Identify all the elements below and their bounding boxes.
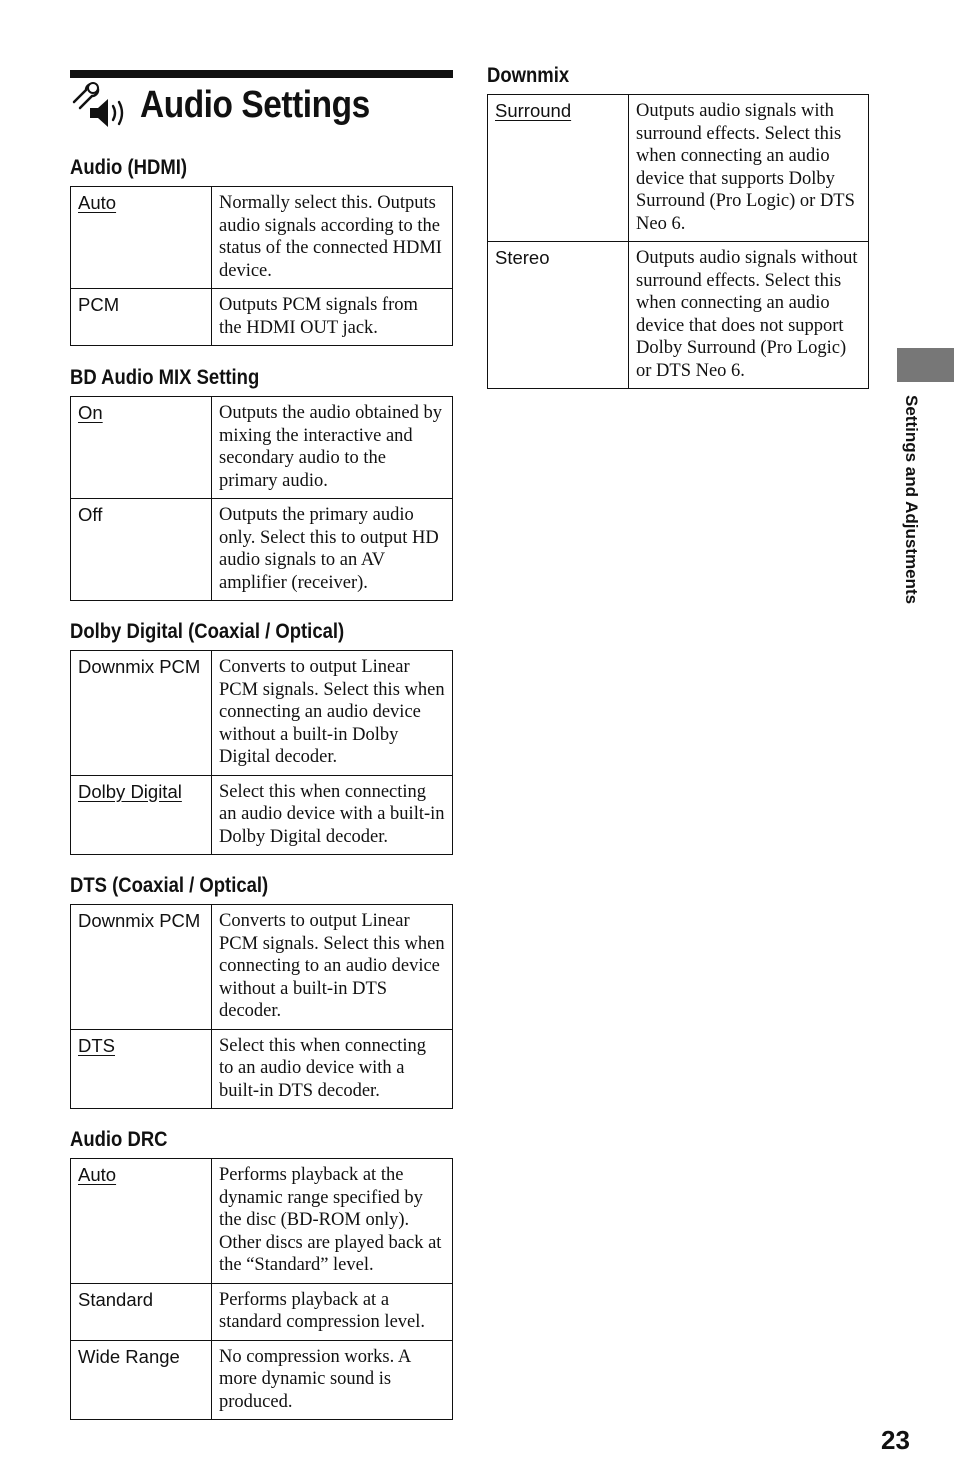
table-row bbox=[71, 1340, 453, 1420]
options-table bbox=[487, 94, 869, 389]
default-option-label: Dolby Digital bbox=[78, 780, 182, 802]
table-row bbox=[71, 1159, 453, 1284]
table-row bbox=[71, 397, 453, 499]
table-row bbox=[71, 187, 453, 289]
section-bd-audio-mix bbox=[70, 365, 453, 601]
option-name-cell bbox=[71, 187, 212, 289]
option-name-cell bbox=[71, 905, 212, 1030]
options-table bbox=[70, 1158, 453, 1420]
option-description: Outputs audio signals with surround effects. Select this when connecting an audio device that supports Dolby Surround (Pro Logic) or DTS Neo 6. bbox=[629, 95, 869, 242]
option-description: Converts to output Linear PCM signals. Select this when connecting an audio device without a built-in Dolby Digital decoder. bbox=[212, 651, 453, 776]
section-heading: Downmix bbox=[487, 64, 570, 87]
table-row bbox=[71, 499, 453, 601]
default-option-label: DTS bbox=[78, 1034, 115, 1056]
option-name-cell bbox=[71, 1029, 212, 1109]
option-label: Off bbox=[78, 504, 103, 525]
option-label: Downmix PCM bbox=[78, 910, 201, 931]
options-table bbox=[70, 396, 453, 601]
option-description: Outputs the primary audio only. Select this to output HD audio signals to an AV amplifier (receiver). bbox=[212, 499, 453, 601]
default-option-label: Auto bbox=[78, 192, 117, 213]
options-table bbox=[70, 650, 453, 855]
option-description: Outputs the audio obtained by mixing the interactive and secondary audio to the primary audio. bbox=[212, 397, 453, 499]
option-description: Select this when connecting to an audio device with a built-in DTS decoder. bbox=[212, 1029, 453, 1109]
table-row bbox=[71, 651, 453, 776]
option-description: Normally select this. Outputs audio signals according to the status of the connected HDMI device. bbox=[212, 187, 453, 289]
section-heading: DTS (Coaxial / Optical) bbox=[70, 874, 269, 897]
options-table bbox=[70, 186, 453, 346]
option-description: No compression works. A more dynamic sound is produced. bbox=[212, 1340, 453, 1420]
option-description: Outputs audio signals without surround effects. Select this when connecting an audio device that does not support Dolby Surround (Pro Logic) or DTS Neo 6. bbox=[629, 242, 869, 389]
option-description: Performs playback at the dynamic range specified by the disc (BD-ROM only). Other discs are played back at the “Standard” level. bbox=[212, 1159, 453, 1284]
default-option-label: Surround bbox=[495, 100, 572, 121]
side-tab-marker bbox=[897, 348, 954, 382]
table-row bbox=[71, 775, 453, 855]
page-number: 23 bbox=[881, 1425, 910, 1455]
section-heading: Audio DRC bbox=[70, 1128, 168, 1151]
title-rule bbox=[70, 70, 453, 78]
default-option-label: Auto bbox=[78, 1164, 117, 1185]
table-row bbox=[71, 1283, 453, 1340]
option-description: Select this when connecting an audio device with a built-in Dolby Digital decoder. bbox=[212, 775, 453, 855]
option-name-cell bbox=[71, 1159, 212, 1284]
option-name-cell bbox=[488, 95, 629, 242]
section-dolby-digital bbox=[70, 619, 453, 855]
option-name-cell bbox=[71, 775, 212, 855]
section-heading: BD Audio MIX Setting bbox=[70, 366, 260, 389]
section-audio-drc bbox=[70, 1127, 453, 1420]
table-row bbox=[488, 95, 869, 242]
table-row bbox=[71, 289, 453, 346]
table-row bbox=[488, 242, 869, 389]
section-heading: Audio (HDMI) bbox=[70, 156, 188, 179]
option-name-cell bbox=[71, 289, 212, 346]
section-audio-hdmi bbox=[70, 155, 453, 346]
table-row bbox=[71, 905, 453, 1030]
page-title: Audio Settings bbox=[140, 84, 370, 126]
option-name-cell bbox=[71, 1283, 212, 1340]
page-header bbox=[70, 80, 453, 132]
option-description: Performs playback at a standard compression level. bbox=[212, 1283, 453, 1340]
options-table bbox=[70, 904, 453, 1109]
option-name-cell bbox=[71, 397, 212, 499]
option-name-cell bbox=[488, 242, 629, 389]
option-label: Downmix PCM bbox=[78, 656, 201, 677]
option-description: Outputs PCM signals from the HDMI OUT jack. bbox=[212, 289, 453, 346]
option-name-cell bbox=[71, 499, 212, 601]
option-description: Converts to output Linear PCM signals. Select this when connecting to an audio device without a built-in DTS decoder. bbox=[212, 905, 453, 1030]
side-chapter-label: Settings and Adjustments bbox=[902, 395, 921, 605]
option-label: Stereo bbox=[495, 247, 550, 268]
option-name-cell bbox=[71, 1340, 212, 1420]
option-label: Wide Range bbox=[78, 1345, 180, 1367]
table-row bbox=[71, 1029, 453, 1109]
option-name-cell bbox=[71, 651, 212, 776]
wrench-speaker-icon bbox=[70, 80, 132, 128]
section-downmix bbox=[487, 63, 869, 389]
option-label: Standard bbox=[78, 1288, 154, 1310]
section-dts bbox=[70, 873, 453, 1109]
default-option-label: On bbox=[78, 402, 103, 423]
option-label: PCM bbox=[78, 294, 120, 315]
section-heading: Dolby Digital (Coaxial / Optical) bbox=[70, 620, 345, 643]
